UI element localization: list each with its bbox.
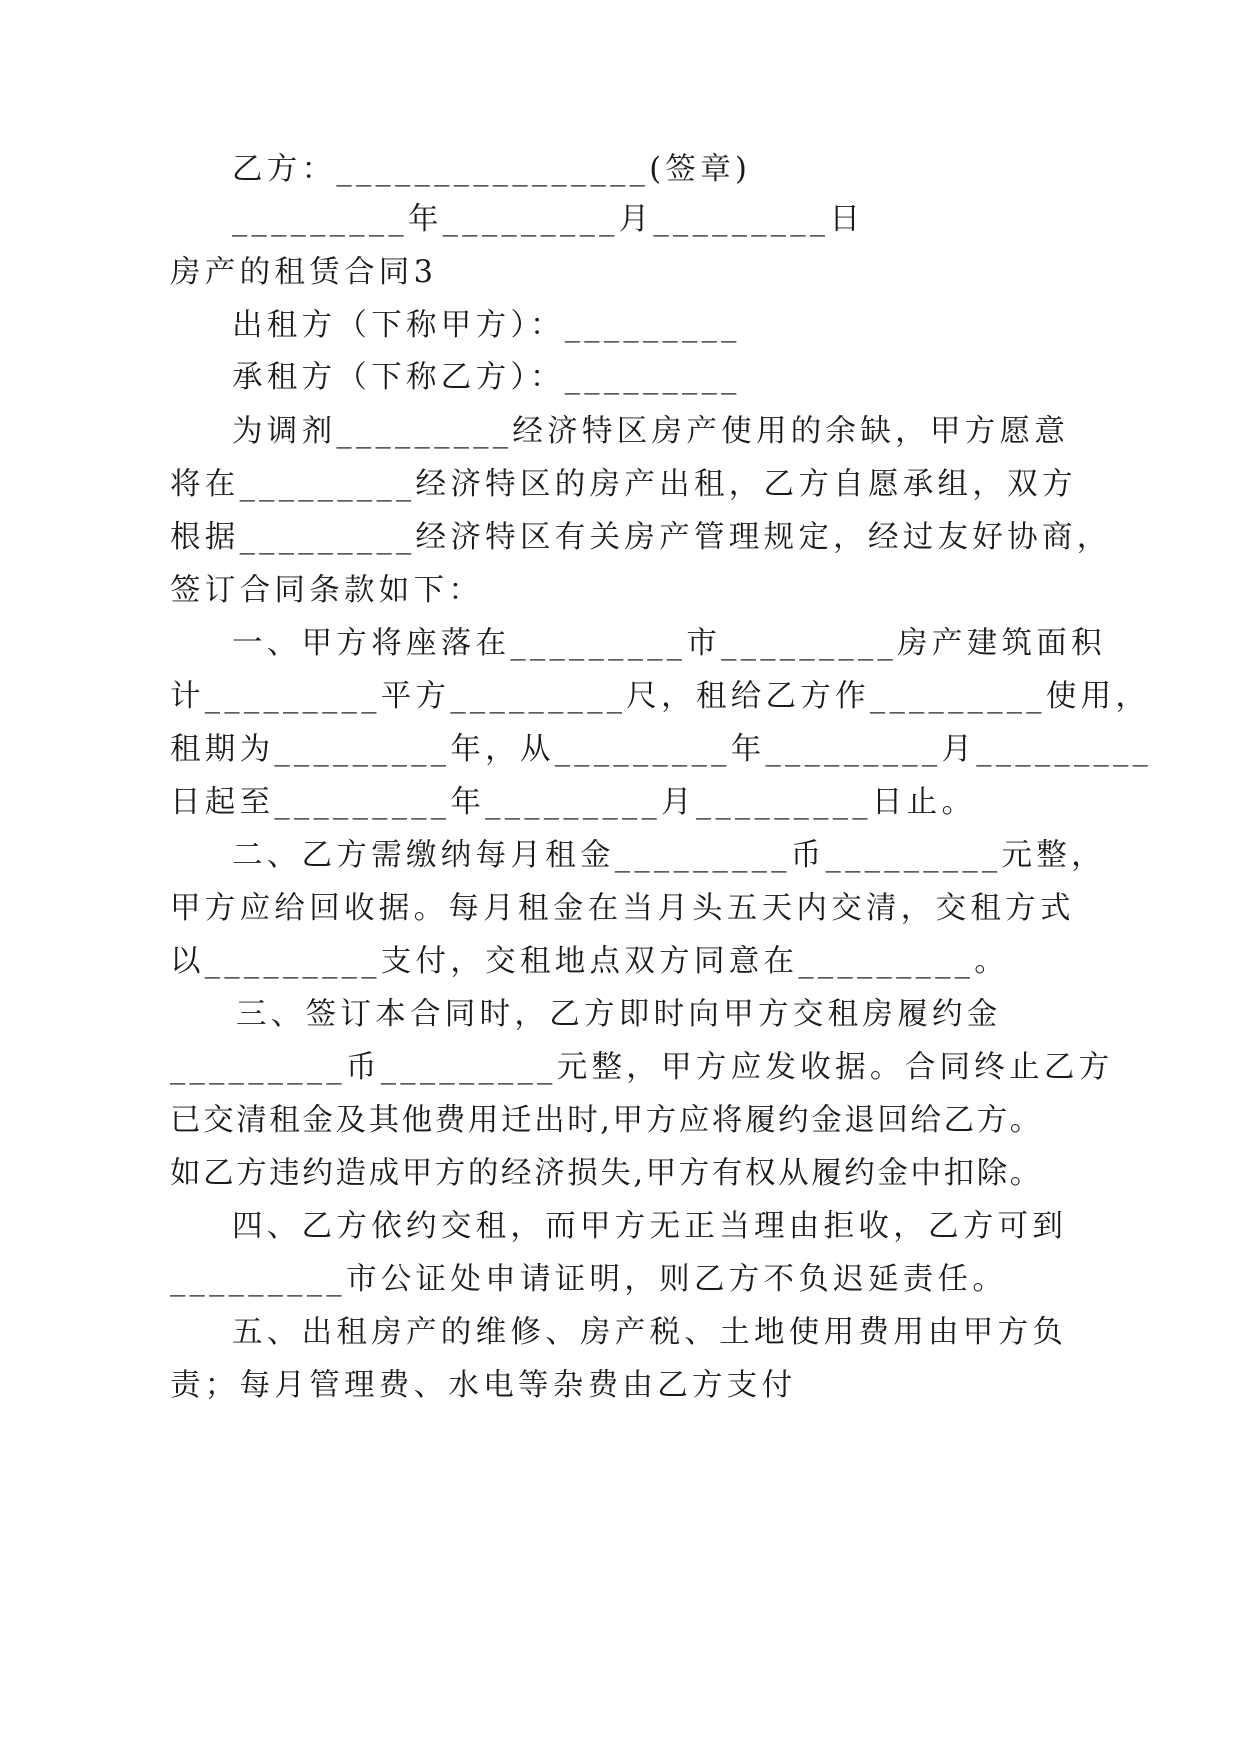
clause-1-line-2: 计_________平方_________尺，租给乙方作_________使用，: [170, 679, 1151, 714]
clause-2-line-1: 二、乙方需缴纳每月租金_________币_________元整，: [232, 838, 1106, 873]
lessee-line: 承租方（下称乙方）：_________: [232, 360, 741, 395]
preamble-line-2: 将在_________经济特区的房产出租，乙方自愿承组，双方: [170, 467, 1077, 502]
lessor-line: 出租方（下称甲方）：_________: [232, 308, 741, 343]
contract-title: 房产的租赁合同3: [170, 255, 438, 290]
clause-4-line-2: _________市公证处申请证明，则乙方不负迟延责任。: [170, 1262, 1008, 1297]
clause-2-line-2: 甲方应给回收据。每月租金在当月头五天内交清，交租方式: [170, 891, 1075, 926]
clause-1-line-3: 租期为_________年，从_________年_________月_________: [170, 732, 1153, 767]
party-b-signature-line: 乙方：________________(签章): [232, 152, 752, 187]
clause-3-line-1: 三、签订本合同时，乙方即时向甲方交租房履约金: [236, 997, 1002, 1032]
signature-date-line: _________年_________月_________日: [232, 202, 865, 237]
clause-5-line-1: 五、出租房产的维修、房产税、土地使用费用由甲方负: [232, 1315, 1068, 1350]
clause-3-line-3: 已交清租金及其他费用迁出时,甲方应将履约金退回给乙方。: [170, 1103, 1043, 1138]
clause-4-line-1: 四、乙方依约交租，而甲方无正当理由拒收，乙方可到: [232, 1209, 1068, 1244]
clause-1-line-4: 日起至_________年_________月_________日止。: [170, 785, 977, 820]
clause-3-line-2: _________币_________元整，甲方应发收据。合同终止乙方: [170, 1050, 1114, 1085]
clause-1-line-1: 一、甲方将座落在_________市_________房产建筑面积: [232, 626, 1106, 661]
preamble-line-3: 根据_________经济特区有关房产管理规定，经过友好协商，: [170, 520, 1112, 555]
clause-5-line-2: 责；每月管理费、水电等杂费由乙方支付: [170, 1368, 797, 1403]
preamble-line-1: 为调剂_________经济特区房产使用的余缺，甲方愿意: [232, 414, 1070, 449]
preamble-line-4: 签订合同条款如下：: [170, 573, 484, 608]
clause-3-line-4: 如乙方违约造成甲方的经济损失,甲方有权从履约金中扣除。: [170, 1156, 1043, 1191]
clause-2-line-3: 以_________支付，交租地点双方同意在_________。: [170, 944, 1010, 979]
